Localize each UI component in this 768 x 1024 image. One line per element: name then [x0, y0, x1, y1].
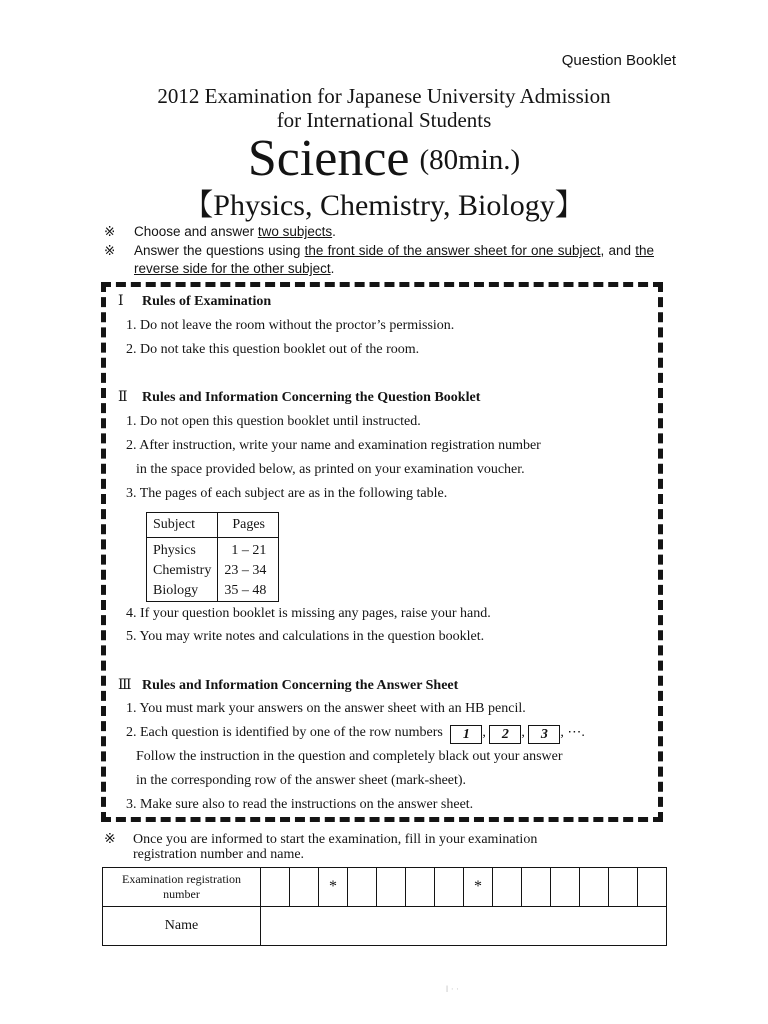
rule3-item3: 3. Make sure also to read the instructions on the answer sheet.	[126, 797, 474, 812]
rule3-item2-cont2: in the corresponding row of the answer sheet (mark-sheet).	[136, 773, 467, 788]
rule2-item1: 1. Do not open this question booklet until instructed.	[126, 414, 421, 429]
registration-digit-cell[interactable]	[377, 868, 406, 907]
section-numeral: Ⅱ	[118, 390, 128, 405]
registration-star-cell: *	[464, 868, 493, 907]
note-mark: ※	[104, 832, 116, 847]
separator: ,	[482, 725, 486, 740]
rule3-item2	[126, 723, 652, 744]
table-cell-pages: 23 – 34	[218, 561, 279, 581]
two-subjects-underlined: two subjects	[257, 224, 333, 239]
row-number-box: 1	[450, 725, 482, 744]
table-header-subject: Subject	[147, 513, 218, 538]
table-row	[147, 561, 279, 581]
separator: ,	[521, 725, 525, 740]
rule-text: 2. Each question is identified by one of the row numbers	[126, 725, 443, 740]
registration-table	[102, 867, 667, 946]
name-label: Name	[103, 907, 261, 946]
rule2-item5: 5. You may write notes and calculations in the question booklet.	[126, 629, 485, 644]
table-cell-subject: Physics	[153, 543, 196, 558]
row-number-box: 2	[489, 725, 521, 744]
section-numeral: Ⅰ	[118, 294, 124, 309]
table-row	[147, 581, 279, 602]
instruction-text: .	[332, 224, 336, 239]
rule1-item1: 1. Do not leave the room without the proctor’s permission.	[126, 318, 455, 333]
registration-digit-cell[interactable]	[638, 868, 667, 907]
table-header-row	[147, 513, 279, 538]
subjects-list: 【Physics, Chemistry, Biology】	[183, 189, 585, 222]
row-number-box: 3	[528, 725, 560, 744]
registration-star-cell: *	[319, 868, 348, 907]
subject-title	[0, 128, 768, 190]
instruction-text: .	[330, 261, 335, 276]
instruction-answer-sides	[104, 242, 654, 278]
instruction-choose	[104, 223, 654, 241]
subject-name: Science	[247, 130, 410, 187]
note-mark: ※	[104, 224, 116, 239]
section-title: Rules and Information Concerning the Answer Sheet	[142, 678, 459, 693]
registration-digit-cell[interactable]	[435, 868, 464, 907]
instruction-text: , and	[600, 243, 636, 258]
footer-note	[104, 832, 664, 862]
registration-digit-cell[interactable]	[290, 868, 319, 907]
section-numeral: Ⅲ	[118, 678, 132, 693]
footer-note-line1: Once you are informed to start the examination, fill in your examination	[133, 832, 538, 847]
rule3-item2-cont1: Follow the instruction in the question and completely black out your answer	[136, 749, 563, 764]
table-cell-subject: Biology	[153, 583, 199, 598]
front-side-underlined: the front side of the answer sheet for one subject	[304, 243, 601, 258]
registration-digit-cell[interactable]	[348, 868, 377, 907]
ellipsis: , ⋯.	[560, 725, 585, 740]
registration-digit-cell[interactable]	[609, 868, 638, 907]
registration-digit-cell[interactable]	[580, 868, 609, 907]
duration: (80min.)	[419, 144, 521, 176]
registration-number-label: Examination registration number	[103, 868, 261, 907]
exam-title-line2: for International Students	[276, 108, 492, 132]
booklet-label: Question Booklet	[561, 52, 676, 69]
instruction-text: Answer the questions using	[134, 243, 305, 258]
exam-title-line1: 2012 Examination for Japanese University Admission	[157, 84, 611, 108]
pages-table	[146, 512, 279, 602]
registration-number-row	[103, 868, 667, 907]
rule2-item3: 3. The pages of each subject are as in the following table.	[126, 486, 448, 501]
rule2-item2: 2. After instruction, write your name and examination registration number	[126, 438, 541, 453]
section1-heading	[118, 292, 271, 312]
rule2-item4: 4. If your question booklet is missing any pages, raise your hand.	[126, 606, 491, 621]
table-header-pages: Pages	[218, 513, 279, 538]
table-cell-pages: 35 – 48	[218, 581, 279, 602]
registration-digit-cell[interactable]	[551, 868, 580, 907]
registration-digit-cell[interactable]	[522, 868, 551, 907]
registration-digit-cell[interactable]	[406, 868, 435, 907]
table-cell-subject: Chemistry	[153, 563, 212, 578]
section3-heading	[118, 676, 458, 696]
note-mark: ※	[104, 243, 116, 258]
footer-note-line2: registration number and name.	[133, 847, 305, 862]
registration-digit-cell[interactable]	[493, 868, 522, 907]
section2-heading	[118, 388, 480, 408]
faint-bleed-text: ‖ · ·	[446, 984, 460, 994]
section-title: Rules of Examination	[142, 294, 272, 309]
table-cell-pages: 1 – 21	[218, 538, 279, 562]
registration-digit-cell[interactable]	[261, 868, 290, 907]
reverse-side-underlined: the reverse side for the other subject	[134, 243, 654, 276]
name-field[interactable]	[261, 907, 667, 946]
rule1-item2: 2. Do not take this question booklet out of the room.	[126, 342, 420, 357]
rule2-item2-cont: in the space provided below, as printed on your examination voucher.	[136, 462, 525, 477]
section-title: Rules and Information Concerning the Question Booklet	[142, 390, 481, 405]
instruction-text: Choose and answer	[134, 224, 258, 239]
rule3-item1: 1. You must mark your answers on the answer sheet with an HB pencil.	[126, 701, 526, 716]
table-row	[147, 538, 279, 562]
name-row	[103, 907, 667, 946]
